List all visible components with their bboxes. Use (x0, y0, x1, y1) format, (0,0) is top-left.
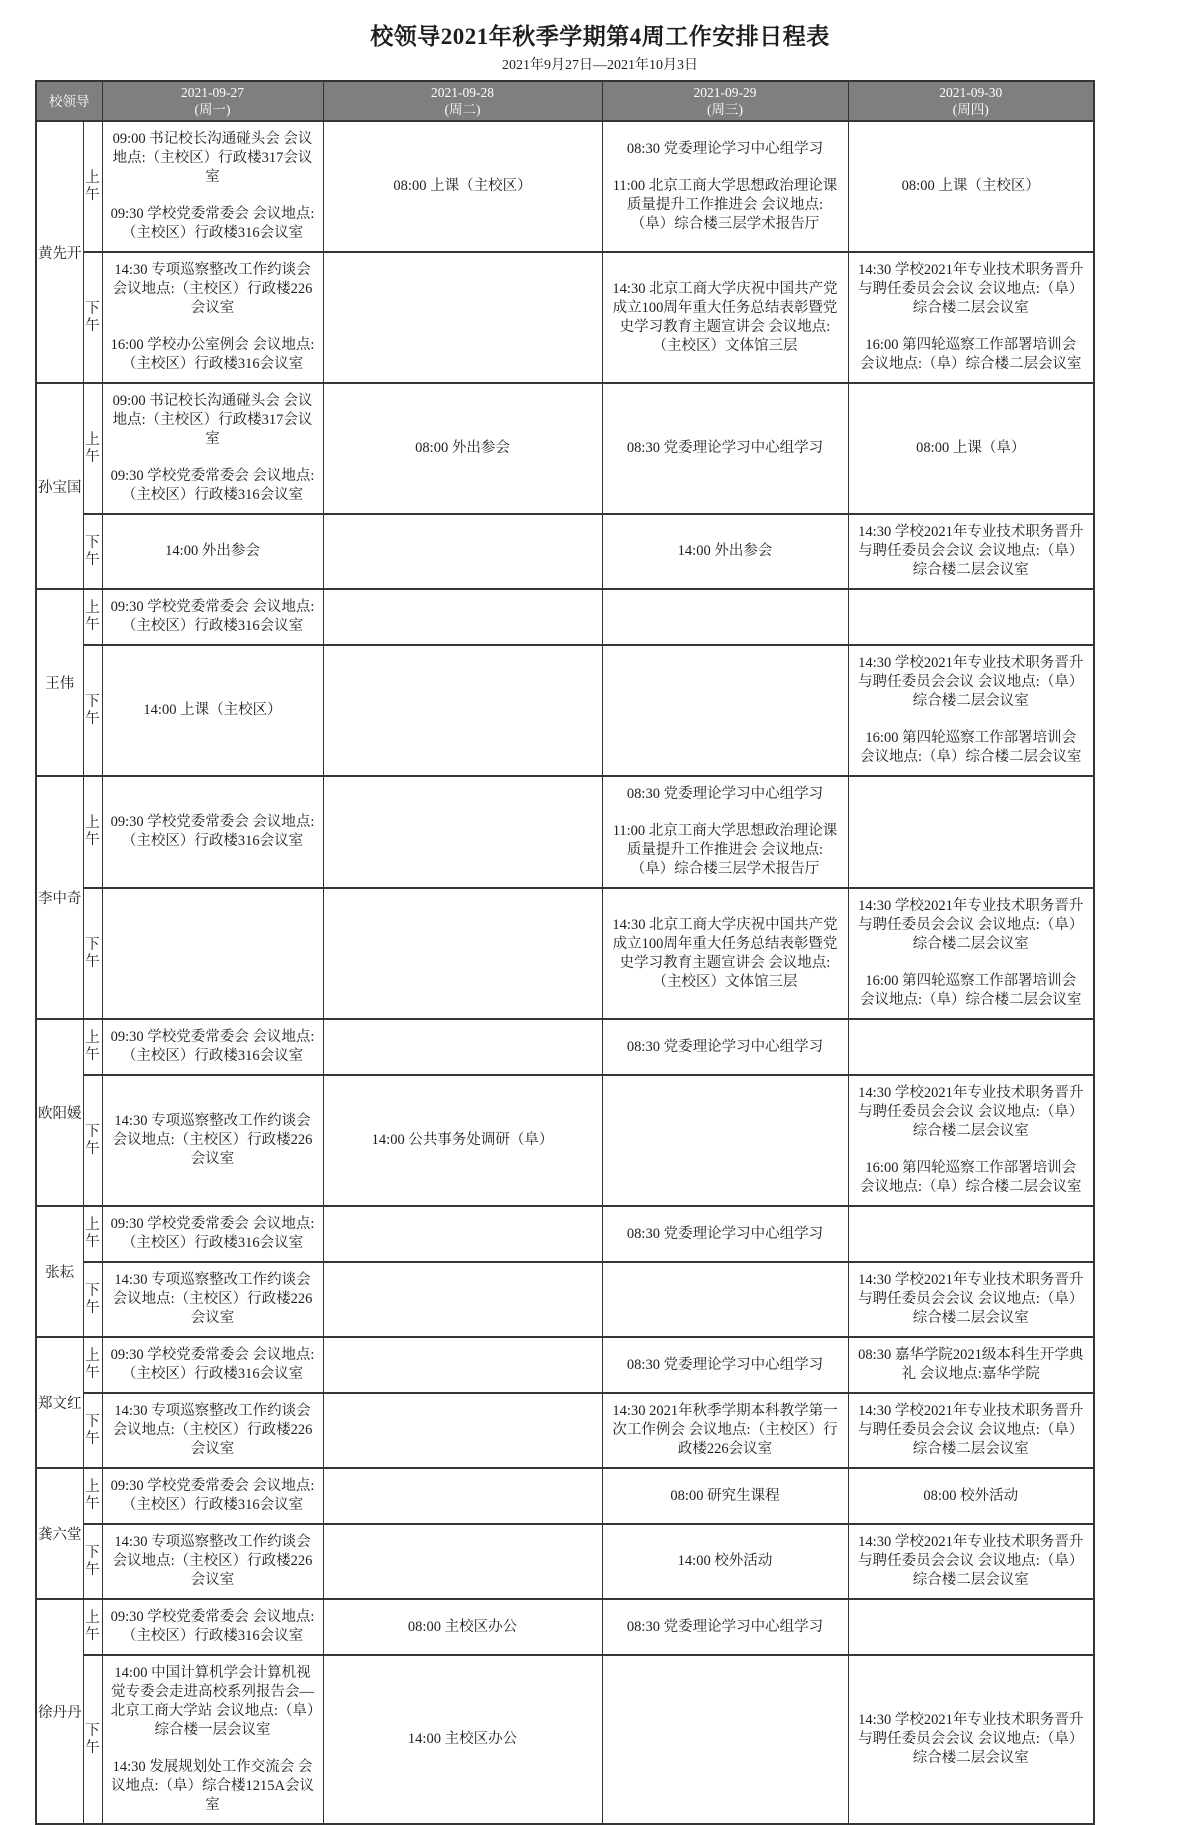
schedule-row-am (36, 383, 1094, 514)
event-text: 16:00 第四轮巡察工作部署培训会 会议地点:（阜）综合楼二层会议室 (859, 1160, 1082, 1195)
schedule-cell (602, 121, 848, 252)
period-label-am: 上午 (83, 776, 102, 888)
schedule-cell (102, 645, 323, 776)
period-label-pm: 下午 (83, 1393, 102, 1468)
schedule-cell (323, 1075, 602, 1206)
event-text: 09:00 书记校长沟通碰头会 会议地点:（主校区）行政楼317会议室 (112, 393, 313, 447)
schedule-cell (323, 645, 602, 776)
schedule-cell (323, 514, 602, 589)
schedule-cell (602, 589, 848, 645)
schedule-row-pm (36, 1524, 1094, 1599)
schedule-cell (602, 776, 848, 888)
event-text: 08:00 上课（主校区） (393, 178, 532, 194)
day-header-date: 2021-09-28 (431, 85, 494, 100)
event-text: 09:00 书记校长沟通碰头会 会议地点:（主校区）行政楼317会议室 (112, 131, 313, 185)
event-text: 14:30 学校2021年专业技术职务晋升与聘任委员会会议 会议地点:（阜）综合楼二层会议室 (858, 1534, 1084, 1588)
leader-name: 黄先开 (36, 121, 83, 383)
event-text: 14:30 学校2021年专业技术职务晋升与聘任委员会会议 会议地点:（阜）综合楼二层会议室 (858, 524, 1084, 578)
leader-name: 李中奇 (36, 776, 83, 1019)
schedule-cell (102, 1262, 323, 1337)
schedule-cell (323, 1599, 602, 1655)
schedule-cell (323, 1262, 602, 1337)
event-text: 14:30 专项巡察整改工作约谈会 会议地点:（主校区）行政楼226会议室 (112, 1534, 313, 1588)
event-text: 09:30 学校党委常委会 会议地点:（主校区）行政楼316会议室 (110, 1216, 315, 1251)
event-text: 14:30 专项巡察整改工作约谈会 会议地点:（主校区）行政楼226会议室 (112, 1403, 313, 1457)
event-text: 14:30 学校2021年专业技术职务晋升与聘任委员会会议 会议地点:（阜）综合楼二层会议室 (858, 262, 1084, 316)
event-text: 14:00 外出参会 (677, 543, 773, 559)
event-text: 08:30 党委理论学习中心组学习 (626, 1038, 824, 1055)
schedule-row-am (36, 1337, 1094, 1393)
schedule-cell (848, 383, 1094, 514)
period-label-pm: 下午 (83, 252, 102, 383)
event-text: 14:00 上课（主校区） (143, 702, 282, 718)
event-text: 08:00 上课（阜） (916, 440, 1026, 456)
schedule-row-pm (36, 645, 1094, 776)
schedule-cell (102, 776, 323, 888)
schedule-cell (602, 383, 848, 514)
schedule-cell (323, 121, 602, 252)
day-header-weekday: (周三) (707, 102, 743, 117)
schedule-cell (102, 1468, 323, 1524)
schedule-row-am (36, 776, 1094, 888)
day-header-weekday: (周一) (194, 102, 231, 117)
corner-header: 校领导 (36, 81, 102, 121)
schedule-cell (102, 121, 323, 252)
schedule-cell (848, 888, 1094, 1019)
schedule-row-am (36, 121, 1094, 252)
period-label-pm: 下午 (83, 1262, 102, 1337)
schedule-cell (102, 514, 323, 589)
schedule-cell (102, 252, 323, 383)
event-text: 09:30 学校党委常委会 会议地点:（主校区）行政楼316会议室 (110, 1609, 315, 1644)
schedule-cell (602, 1337, 848, 1393)
leader-name: 龚六堂 (36, 1468, 83, 1599)
schedule-cell (323, 252, 602, 383)
event-text: 14:30 学校2021年专业技术职务晋升与聘任委员会会议 会议地点:（阜）综合楼二层会议室 (858, 655, 1084, 709)
event-text: 16:00 学校办公室例会 会议地点:（主校区）行政楼316会议室 (110, 337, 315, 372)
event-text: 16:00 第四轮巡察工作部署培训会 会议地点:（阜）综合楼二层会议室 (859, 337, 1082, 372)
event-text: 11:00 北京工商大学思想政治理论课质量提升工作推进会 会议地点:（阜）综合楼三层学术报告厅 (612, 177, 838, 232)
event-text: 09:30 学校党委常委会 会议地点:（主校区）行政楼316会议室 (110, 599, 315, 634)
schedule-cell (848, 1206, 1094, 1262)
schedule-row-pm (36, 1262, 1094, 1337)
schedule-cell (102, 1075, 323, 1206)
event-text: 14:30 专项巡察整改工作约谈会 会议地点:（主校区）行政楼226会议室 (112, 1272, 313, 1326)
event-text: 08:00 研究生课程 (670, 1487, 780, 1504)
schedule-row-pm (36, 514, 1094, 589)
schedule-cell (602, 888, 848, 1019)
event-text: 14:00 中国计算机学会计算机视觉专委会走进高校系列报告会—北京工商大学站 会议地点:（阜）综合楼一层会议室 (110, 1665, 315, 1738)
event-text: 14:00 主校区办公 (407, 1731, 518, 1747)
schedule-cell (102, 589, 323, 645)
schedule-cell (323, 1468, 602, 1524)
schedule-cell (323, 1655, 602, 1824)
event-text: 09:30 学校党委常委会 会议地点:（主校区）行政楼316会议室 (110, 206, 315, 241)
day-header-thursday (848, 81, 1094, 121)
leader-name: 郑文红 (36, 1337, 83, 1468)
period-label-am: 上午 (83, 1337, 102, 1393)
event-text: 08:30 党委理论学习中心组学习 (626, 786, 824, 802)
event-text: 14:30 学校2021年专业技术职务晋升与聘任委员会会议 会议地点:（阜）综合楼二层会议室 (858, 1403, 1084, 1457)
day-header-tuesday (323, 81, 602, 121)
schedule-cell (602, 1393, 848, 1468)
event-text: 08:00 校外活动 (923, 1487, 1019, 1504)
page-subtitle: 2021年9月27日—2021年10月3日 (502, 58, 698, 73)
period-label-pm: 下午 (83, 1075, 102, 1206)
day-header-date: 2021-09-30 (939, 85, 1003, 100)
leader-name: 欧阳媛 (36, 1019, 83, 1206)
schedule-cell (848, 514, 1094, 589)
event-text: 14:30 发展规划处工作交流会 会议地点:（阜）综合楼1215A会议室 (111, 1759, 314, 1813)
schedule-row-pm (36, 1075, 1094, 1206)
event-text: 08:00 主校区办公 (407, 1618, 518, 1635)
period-label-am: 上午 (83, 1599, 102, 1655)
schedule-cell (102, 1206, 323, 1262)
schedule-cell (102, 888, 323, 1019)
event-text: 08:30 党委理论学习中心组学习 (626, 140, 824, 157)
event-text: 08:00 上课（主校区） (901, 178, 1040, 194)
event-text: 08:30 嘉华学院2021级本科生开学典礼 会议地点:嘉华学院 (858, 1347, 1084, 1382)
schedule-cell (848, 252, 1094, 383)
schedule-cell (848, 121, 1094, 252)
schedule-row-am (36, 1019, 1094, 1075)
schedule-cell (848, 645, 1094, 776)
schedule-cell (323, 1206, 602, 1262)
schedule-cell (323, 1019, 602, 1075)
event-text: 08:00 外出参会 (415, 440, 510, 456)
schedule-cell (102, 1524, 323, 1599)
event-text: 16:00 第四轮巡察工作部署培训会 会议地点:（阜）综合楼二层会议室 (859, 730, 1082, 765)
schedule-row-am (36, 1206, 1094, 1262)
schedule-cell (323, 1337, 602, 1393)
schedule-cell (102, 1599, 323, 1655)
schedule-row-am (36, 1599, 1094, 1655)
schedule-cell (602, 1262, 848, 1337)
event-text: 14:30 学校2021年专业技术职务晋升与聘任委员会会议 会议地点:（阜）综合楼二层会议室 (858, 1272, 1084, 1326)
period-label-pm: 下午 (83, 888, 102, 1019)
schedule-cell (323, 383, 602, 514)
event-text: 14:30 学校2021年专业技术职务晋升与聘任委员会会议 会议地点:（阜）综合楼二层会议室 (858, 898, 1084, 952)
event-text: 14:30 专项巡察整改工作约谈会 会议地点:（主校区）行政楼226会议室 (112, 1113, 313, 1167)
period-label-am: 上午 (83, 1206, 102, 1262)
day-header-date: 2021-09-27 (181, 85, 244, 100)
schedule-cell (848, 1393, 1094, 1468)
schedule-cell (323, 888, 602, 1019)
event-text: 16:00 第四轮巡察工作部署培训会 会议地点:（阜）综合楼二层会议室 (859, 973, 1082, 1008)
schedule-cell (602, 252, 848, 383)
schedule-cell (848, 1468, 1094, 1524)
period-label-pm: 下午 (83, 514, 102, 589)
leader-name: 孙宝国 (36, 383, 83, 589)
period-label-am: 上午 (83, 1468, 102, 1524)
day-header-date: 2021-09-29 (693, 85, 757, 100)
schedule-cell (602, 514, 848, 589)
event-text: 08:30 党委理论学习中心组学习 (626, 1356, 824, 1373)
schedule-cell (602, 1655, 848, 1824)
event-text: 09:30 学校党委常委会 会议地点:（主校区）行政楼316会议室 (110, 1478, 315, 1513)
schedule-row-am (36, 1468, 1094, 1524)
event-text: 14:30 学校2021年专业技术职务晋升与聘任委员会会议 会议地点:（阜）综合楼二层会议室 (858, 1712, 1084, 1766)
schedule-cell (602, 1524, 848, 1599)
schedule-cell (848, 1075, 1094, 1206)
schedule-cell (848, 1019, 1094, 1075)
schedule-cell (848, 1337, 1094, 1393)
schedule-cell (602, 1468, 848, 1524)
schedule-cell (602, 1075, 848, 1206)
event-text: 09:30 学校党委常委会 会议地点:（主校区）行政楼316会议室 (110, 468, 315, 503)
schedule-cell (323, 1393, 602, 1468)
period-label-pm: 下午 (83, 645, 102, 776)
schedule-row-am (36, 589, 1094, 645)
event-text: 14:00 校外活动 (677, 1553, 773, 1569)
schedule-cell (323, 589, 602, 645)
event-text: 09:30 学校党委常委会 会议地点:（主校区）行政楼316会议室 (110, 814, 315, 849)
schedule-table (35, 80, 1095, 1825)
schedule-cell (848, 776, 1094, 888)
schedule-row-pm (36, 1393, 1094, 1468)
period-label-am: 上午 (83, 589, 102, 645)
header-row (36, 81, 1094, 121)
event-text: 14:30 2021年秋季学期本科教学第一次工作例会 会议地点:（主校区）行政楼226会议室 (612, 1403, 838, 1457)
schedule-cell (602, 1206, 848, 1262)
event-text: 09:30 学校党委常委会 会议地点:（主校区）行政楼316会议室 (110, 1029, 315, 1064)
leader-name: 张耘 (36, 1206, 83, 1337)
schedule-cell (102, 1019, 323, 1075)
schedule-cell (602, 1599, 848, 1655)
period-label-am: 上午 (83, 1019, 102, 1075)
event-text: 14:30 专项巡察整改工作约谈会 会议地点:（主校区）行政楼226会议室 (112, 262, 313, 316)
schedule-cell (102, 1393, 323, 1468)
schedule-cell (602, 1019, 848, 1075)
schedule-cell (848, 589, 1094, 645)
period-label-pm: 下午 (83, 1524, 102, 1599)
event-text: 08:30 党委理论学习中心组学习 (626, 1618, 824, 1635)
day-header-weekday: (周四) (952, 102, 989, 117)
event-text: 14:00 公共事务处调研（阜） (371, 1132, 554, 1148)
page-title: 校领导2021年秋季学期第4周工作安排日程表 (370, 24, 830, 49)
schedule-cell (602, 645, 848, 776)
schedule-cell (848, 1524, 1094, 1599)
event-text: 14:30 北京工商大学庆祝中国共产党成立100周年重大任务总结表彰暨党史学习教育主题宣讲会 会议地点:（主校区）文体馆三层 (612, 916, 838, 990)
event-text: 08:30 党委理论学习中心组学习 (626, 1225, 824, 1242)
event-text: 14:30 北京工商大学庆祝中国共产党成立100周年重大任务总结表彰暨党史学习教育主题宣讲会 会议地点:（主校区）文体馆三层 (612, 280, 838, 354)
schedule-cell (102, 1337, 323, 1393)
event-text: 09:30 学校党委常委会 会议地点:（主校区）行政楼316会议室 (110, 1347, 315, 1382)
schedule-cell (102, 1655, 323, 1824)
day-header-weekday: (周二) (444, 102, 481, 117)
schedule-cell (323, 1524, 602, 1599)
event-text: 14:00 外出参会 (165, 543, 260, 559)
leader-name: 王伟 (36, 589, 83, 776)
period-label-pm: 下午 (83, 1655, 102, 1824)
leader-name: 徐丹丹 (36, 1599, 83, 1824)
schedule-cell (102, 383, 323, 514)
day-header-wednesday (602, 81, 848, 121)
schedule-row-pm (36, 252, 1094, 383)
period-label-am: 上午 (83, 121, 102, 252)
schedule-row-pm (36, 1655, 1094, 1824)
period-label-am: 上午 (83, 383, 102, 514)
schedule-cell (848, 1262, 1094, 1337)
schedule-cell (848, 1655, 1094, 1824)
schedule-cell (323, 776, 602, 888)
schedule-row-pm (36, 888, 1094, 1019)
schedule-cell (848, 1599, 1094, 1655)
event-text: 14:30 学校2021年专业技术职务晋升与聘任委员会会议 会议地点:（阜）综合楼二层会议室 (858, 1085, 1084, 1139)
event-text: 08:30 党委理论学习中心组学习 (626, 440, 824, 456)
day-header-monday (102, 81, 323, 121)
event-text: 11:00 北京工商大学思想政治理论课质量提升工作推进会 会议地点:（阜）综合楼三层学术报告厅 (612, 823, 838, 877)
